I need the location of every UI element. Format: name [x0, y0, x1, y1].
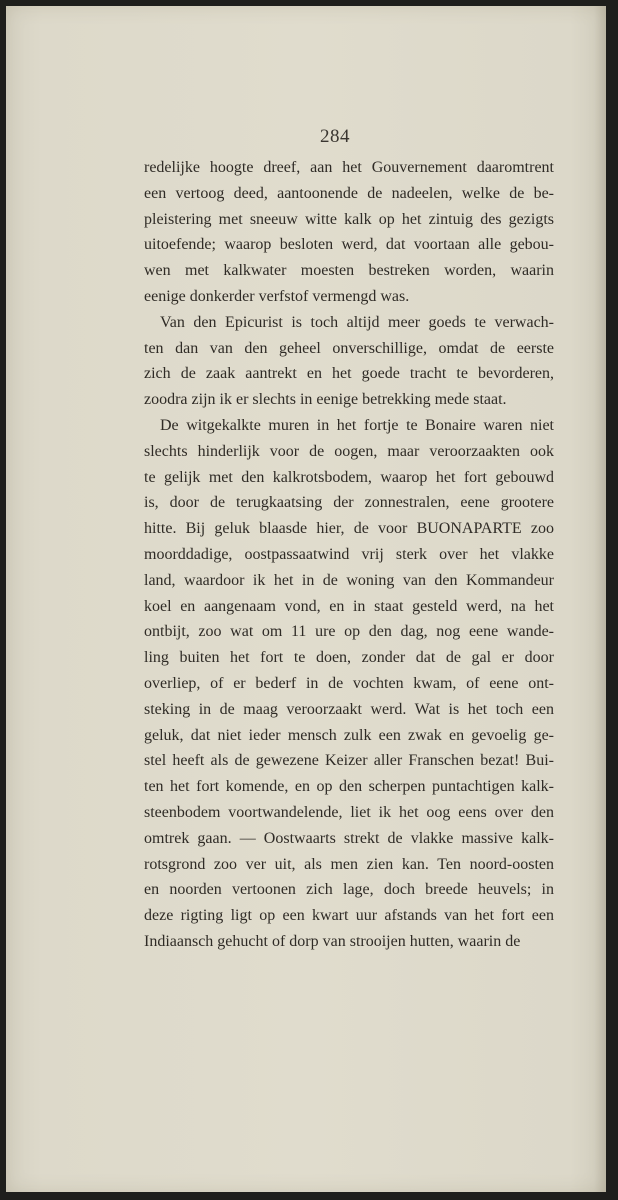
text-line: rotsgrond zoo ver uit, als men zien kan. Ten noord-oosten [144, 855, 554, 873]
text-line: steenbodem voortwandelende, liet ik het oog eens over den [144, 803, 554, 821]
text-line: stel heeft als de gewezene Keizer aller Franschen bezat! Bui- [144, 752, 554, 770]
text-line: geluk, dat niet ieder mensch zulk een zwak en gevoelig ge- [144, 726, 554, 744]
text-line: koel en aangenaam vond, en in staat gesteld werd, na het [144, 597, 554, 615]
text-line: wen met kalkwater moesten bestreken worden, waarin [144, 262, 554, 280]
text-line: en noorden vertoonen zich lage, doch breede heuvels; in [144, 881, 554, 899]
text-line: redelijke hoogte dreef, aan het Gouvernement daaromtrent [144, 159, 554, 176]
text-line: ten het fort komende, en op den scherpen puntachtigen kalk- [144, 778, 554, 796]
text-line: De witgekalkte muren in het fortje te Bonaire waren niet [160, 416, 554, 434]
body-text [144, 155, 554, 955]
text-line: pleistering met sneeuw witte kalk op het zintuig des gezigts [144, 210, 554, 228]
text-line: ten dan van den geheel onverschillige, omdat de eerste [144, 339, 554, 357]
text-line: uitoefende; waarop besloten werd, dat voortaan alle gebou- [144, 236, 554, 254]
text-line: steking in de maag veroorzaakt werd. Wat is het toch een [144, 700, 554, 718]
text-line: slechts hinderlijk voor de oogen, maar veroorzaakten ook [144, 442, 554, 460]
page-number: 284 [320, 126, 350, 147]
text-line: overliep, of er bederf in de vochten kwam, of eene ont- [144, 674, 554, 692]
text-line: zich de zaak aantrekt en het goede tracht te bevorderen, [144, 365, 554, 383]
text-line: land, waardoor ik het in de woning van den Kommandeur [144, 571, 554, 589]
page-edge-shadow [594, 6, 606, 1192]
text-line: ling buiten het fort te doen, zonder dat de gal er door [144, 649, 554, 667]
text-line: moorddadige, oostpassaatwind vrij sterk over het vlakke [144, 545, 554, 563]
text-line: zoodra zijn ik er slechts in eenige betrekking mede staat. [144, 391, 507, 409]
text-line: ontbijt, zoo wat om 11 ure op den dag, nog eene wande- [144, 623, 554, 641]
text-line: deze rigting ligt op een kwart uur afstands van het fort een [144, 907, 554, 925]
text-line: is, door de terugkaatsing der zonnestralen, eene grootere [144, 494, 554, 512]
text-line: Van den Epicurist is toch altijd meer goeds te verwach- [160, 313, 554, 331]
text-line: een vertoog deed, aantoonende de nadeelen, welke de be- [144, 184, 554, 202]
text-line: Indiaansch gehucht of dorp van strooijen hutten, waarin de [144, 932, 521, 950]
text-line: hitte. Bij geluk blaasde hier, de voor BUONAPARTE zoo [144, 520, 554, 538]
text-line: te gelijk met den kalkrotsbodem, waarop het fort gebouwd [144, 468, 554, 486]
text-line: omtrek gaan. — Oostwaarts strekt de vlakke massive kalk- [144, 829, 554, 847]
text-line: eenige donkerder verfstof vermengd was. [144, 287, 410, 305]
